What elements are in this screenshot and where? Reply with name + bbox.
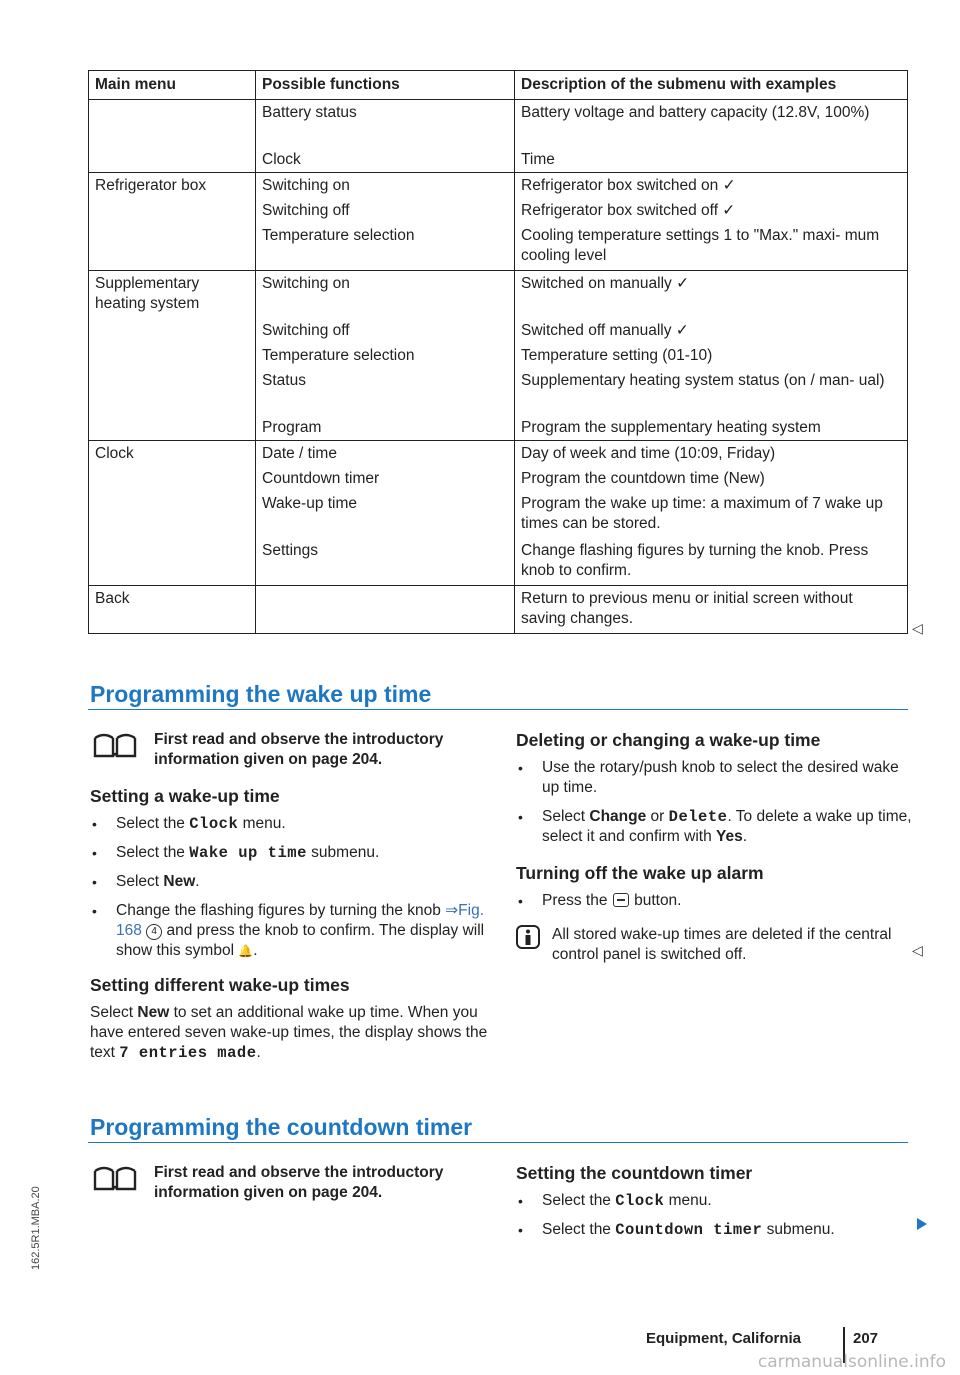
info-icon — [516, 925, 540, 955]
list-item: • Press the button. — [516, 891, 916, 911]
table-header-row — [89, 71, 908, 100]
bell-symbol-icon: 🔔 — [238, 944, 254, 958]
info-note-text: All stored wake-up times are deleted if the central control panel is switched off. — [552, 926, 892, 963]
list-item: • Select New. — [90, 872, 490, 892]
end-of-section-mark: ◁ — [912, 620, 923, 636]
intro-note — [90, 1163, 490, 1203]
description-entry: Program the countdown time (New) — [521, 470, 765, 487]
function-entry: Settings — [262, 542, 319, 559]
function-entry: Countdown timer — [262, 470, 380, 487]
section-rule — [88, 709, 908, 710]
countdown-left-column — [90, 1163, 490, 1219]
cell-description — [515, 100, 908, 173]
watermark: carmanualsonline.info — [757, 1352, 946, 1372]
description-entry: Return to previous menu or initial screen without saving changes. — [521, 590, 853, 627]
document-code: 162.5R1.MBA.20 — [30, 1186, 42, 1270]
intro-note-text: First read and observe the introductory information given on page 204. — [154, 731, 444, 768]
table-header: Description of the submenu with examples — [515, 71, 908, 100]
cell-functions — [256, 100, 515, 173]
description-entry: Temperature setting (01-10) — [521, 347, 713, 364]
description-entry: Program the wake up time: a maximum of 7 wake up times can be stored. — [521, 495, 883, 532]
menu-table — [88, 70, 908, 634]
table-header: Possible functions — [256, 71, 515, 100]
description-entry: Day of week and time (10:09, Friday) — [521, 445, 776, 462]
description-entry: Change flashing figures by turning the knob. Press knob to confirm. — [521, 542, 869, 579]
cell-description — [515, 173, 908, 271]
info-note — [516, 925, 916, 965]
table-row — [89, 271, 908, 441]
function-entry: Battery status — [262, 104, 357, 121]
button-icon — [613, 893, 629, 907]
description-entry: Cooling temperature settings 1 to "Max." maxi- mum cooling level — [521, 227, 880, 264]
wakeup-right-column — [516, 730, 916, 965]
footer-section-name: Equipment, California — [646, 1330, 802, 1347]
table-row — [89, 100, 908, 173]
manual-book-icon — [90, 1163, 140, 1199]
wakeup-left-column — [90, 730, 490, 1073]
function-entry: Temperature selection — [262, 227, 415, 244]
section-title-countdown: Programming the countdown timer — [90, 1114, 473, 1140]
function-entry — [256, 586, 514, 633]
table-row — [89, 173, 908, 271]
description-entry: Time — [521, 151, 555, 168]
function-entry: Status — [262, 372, 306, 389]
cell-functions — [256, 441, 515, 586]
subheading-setting-wakeup: Setting a wake-up time — [90, 786, 280, 806]
cell-description — [515, 586, 908, 634]
cell-functions — [256, 173, 515, 271]
function-entry: Wake-up time — [262, 495, 358, 512]
description-entry: Refrigerator box switched off ✓ — [521, 202, 736, 219]
callout-number: 4 — [146, 924, 162, 940]
cell-functions — [256, 586, 515, 634]
intro-note-text: First read and observe the introductory information given on page 204. — [154, 1164, 444, 1201]
cell-main-menu — [89, 100, 256, 173]
description-entry: Battery voltage and battery capacity (12.8V, 100%) — [521, 104, 870, 121]
list-item: • Select the Clock menu. — [516, 1191, 916, 1211]
figure-reference-link[interactable]: ⇒Fig. 168 — [116, 902, 484, 939]
end-of-section-mark: ◁ — [912, 942, 923, 958]
function-entry: Switching off — [262, 202, 350, 219]
table-row — [89, 586, 908, 634]
list-item: • Select Change or Delete. To delete a wake up time, select it and confirm with Yes. — [516, 807, 916, 847]
manual-book-icon — [90, 730, 140, 766]
next-page-arrow-icon[interactable] — [917, 1218, 927, 1230]
subheading-setting-countdown: Setting the countdown timer — [516, 1163, 753, 1183]
description-entry: Switched off manually ✓ — [521, 322, 689, 339]
subheading-turn-off-alarm: Turning off the wake up alarm — [516, 863, 764, 883]
intro-note — [90, 730, 490, 770]
description-entry: Switched on manually ✓ — [521, 275, 690, 292]
table-header: Main menu — [89, 71, 256, 100]
list-item: • Use the rotary/push knob to select the desired wake up time. — [516, 758, 916, 798]
function-entry: Temperature selection — [262, 347, 415, 364]
cell-functions — [256, 271, 515, 441]
subheading-different-wakeup: Setting different wake-up times — [90, 975, 350, 995]
function-entry: Date / time — [262, 445, 337, 462]
function-entry: Switching on — [262, 177, 350, 194]
cell-description — [515, 441, 908, 586]
cell-main-menu: Supplementary heating system — [89, 271, 256, 441]
cell-main-menu: Clock — [89, 441, 256, 586]
subheading-delete-wakeup: Deleting or changing a wake-up time — [516, 730, 821, 750]
cell-main-menu: Refrigerator box — [89, 173, 256, 271]
countdown-right-column — [516, 1163, 916, 1249]
section-rule — [88, 1142, 908, 1143]
cell-main-menu: Back — [89, 586, 256, 634]
list-item: • Select the Countdown timer submenu. — [516, 1220, 916, 1240]
cell-description — [515, 271, 908, 441]
list-item: • Select the Wake up time submenu. — [90, 843, 490, 863]
function-entry: Program — [262, 419, 322, 436]
function-entry: Switching on — [262, 275, 350, 292]
description-entry: Refrigerator box switched on ✓ — [521, 177, 736, 194]
list-item: • Change the flashing figures by turning the knob ⇒Fig. 168 4 and press the knob to confirm. The display will show this symbol 🔔. — [90, 901, 490, 961]
function-entry: Clock — [262, 151, 301, 168]
function-entry: Switching off — [262, 322, 350, 339]
list-item: • Select the Clock menu. — [90, 814, 490, 834]
page-number: 207 — [853, 1330, 879, 1347]
table-row — [89, 441, 908, 586]
section-title-wakeup: Programming the wake up time — [90, 681, 432, 707]
description-entry: Supplementary heating system status (on / man- ual) — [521, 372, 885, 389]
paragraph: Select New to set an additional wake up time. When you have entered seven wake-up times, the display shows the text 7 entries made. — [90, 1004, 488, 1062]
description-entry: Program the supplementary heating system — [521, 419, 821, 436]
